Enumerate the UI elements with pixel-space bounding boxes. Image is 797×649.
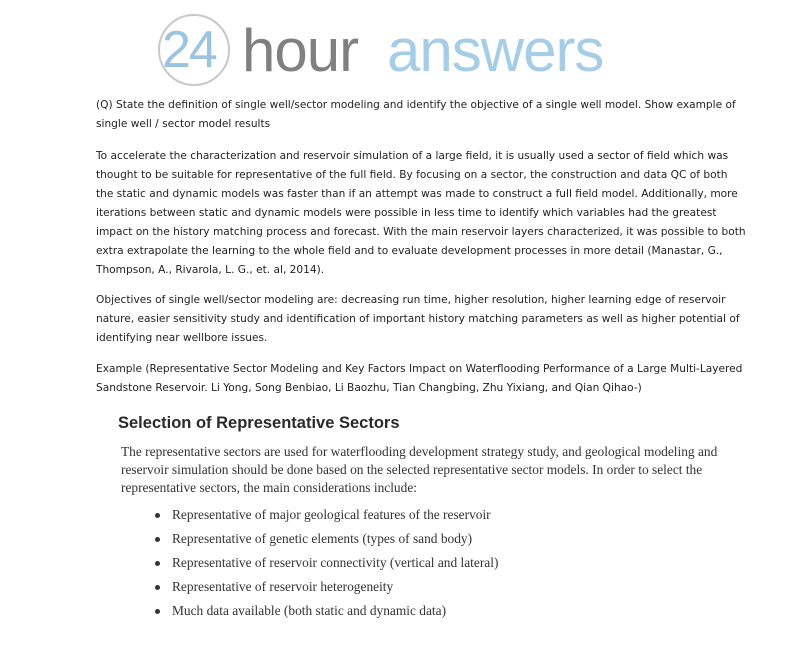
list-item: Much data available (both static and dynamic data) (118, 599, 730, 623)
bullet-icon (155, 537, 160, 542)
logo-number: 24 (162, 21, 216, 79)
question-text: (Q) State the definition of single well/sector modeling and identify the objective of a single well model. Show example of single well / sector model results (96, 99, 736, 130)
excerpt-figure (118, 412, 730, 623)
considerations-list (118, 503, 730, 623)
figure-body-text: The representative sectors are used for waterflooding development strategy study, and geological modeling and reservoir simulation should be done based on the selected representative sector models. In order to select the representative sectors, the main considerations include: (121, 444, 718, 495)
objectives-paragraph: Objectives of single well/sector modeling are: decreasing run time, higher resolution, higher learning edge of reservoir nature, easier sensitivity study and identification of important history matching parameters as well as higher potential of identifying near wellbore issues. (96, 294, 740, 344)
example-citation: Example (Representative Sector Modeling and Key Factors Impact on Waterflooding Performance of a Large Multi-Layered Sandstone Reservoir. Li Yong, Song Benbiao, Li Baozhu, Tian Changbing, Zhu Yixiang, and Qian Qihao-) (96, 363, 743, 394)
figure-title: Selection of Representative Sectors (118, 414, 400, 432)
definition-paragraph: To accelerate the characterization and reservoir simulation of a large field, it is usually used a sector of field which was thought to be suitable for representative of the full field. By focusing on a sector, the construction and data QC of both the static and dynamic models was faster than if an attempt was made to construct a full field model. Additionally, more iterations between static and dynamic models were possible in less time to identify which variables had the greatest impact on the history matching process and forecast. With the main reservoir layers characterized, it was possible to both extra extrapolate the learning to the whole field and to evaluate development processes in more detail (Manastar, G., Thompson, A., Rivarola, L. G., et. al, 2014). (96, 150, 746, 276)
bullet-icon (155, 513, 160, 518)
logo (158, 12, 638, 90)
list-item: Representative of reservoir heterogeneity (118, 575, 730, 599)
bullet-icon (155, 585, 160, 590)
list-item: Representative of reservoir connectivity (vertical and lateral) (118, 551, 730, 575)
bullet-icon (155, 609, 160, 614)
logo-word-hour: hour (242, 17, 359, 84)
list-item: Representative of genetic elements (types of sand body) (118, 527, 730, 551)
bullet-icon (155, 561, 160, 566)
logo-word-answers: answers (387, 17, 604, 84)
list-item: Representative of major geological features of the reservoir (118, 503, 730, 527)
